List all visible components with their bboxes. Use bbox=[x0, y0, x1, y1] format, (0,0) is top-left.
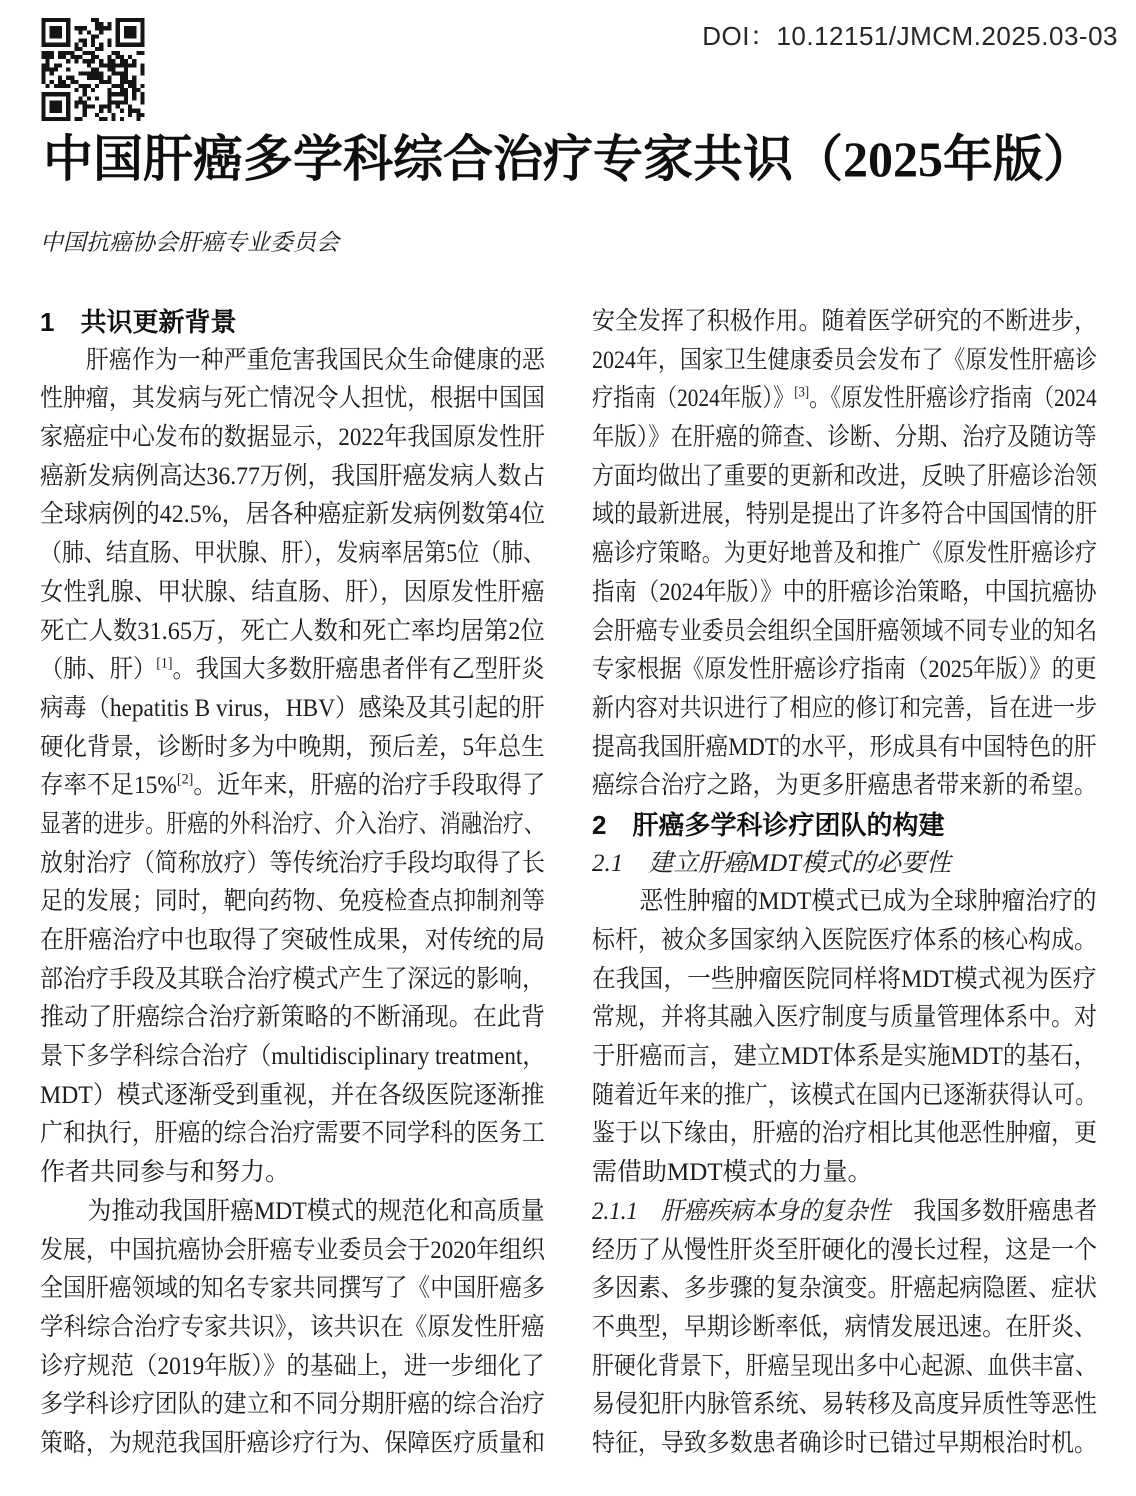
text-line bbox=[40, 729, 545, 768]
text-line bbox=[592, 999, 1098, 1038]
section-heading bbox=[592, 806, 1097, 845]
text-run: 随着近年来的推广，该模式在国内已逐渐获得认可。 bbox=[592, 1081, 1098, 1109]
text-line bbox=[40, 458, 546, 497]
text-run: 全国肝癌领域的知名专家共同撰写了《中国肝癌多 bbox=[40, 1275, 546, 1303]
text-line bbox=[592, 1309, 1098, 1348]
text-line bbox=[40, 651, 545, 690]
text-line bbox=[592, 1193, 1098, 1232]
text-run: 需借助MDT模式的力量。 bbox=[592, 1159, 873, 1187]
text-line bbox=[592, 380, 1097, 419]
text-run: 经历了从慢性肝炎至肝硬化的漫长过程，这是一个 bbox=[592, 1236, 1098, 1264]
text-line bbox=[40, 1232, 546, 1271]
text-run: 多因素、多步骤的复杂演变。肝癌起病隐匿、症状 bbox=[592, 1275, 1098, 1303]
text-run: 为推动我国肝癌MDT模式的规范化和高质量 bbox=[40, 1197, 545, 1225]
text-line bbox=[40, 613, 545, 652]
doi-text: DOI：10.12151/JMCM.2025.03-03 bbox=[702, 21, 1118, 51]
text-run: 性肿瘤，其发病与死亡情况令人担忧，根据中国国 bbox=[40, 385, 546, 413]
text-run: 方面均做出了重要的更新和改进，反映了肝癌诊治领 bbox=[592, 462, 1098, 490]
text-run: 标杆，被众多国家纳入医院医疗体系的核心构成。 bbox=[592, 927, 1098, 954]
text-run: 学科综合治疗专家共识》，该共识在《原发性肝癌 bbox=[40, 1313, 545, 1341]
text-line bbox=[592, 1232, 1098, 1271]
text-line bbox=[40, 806, 546, 845]
text-line bbox=[592, 651, 1097, 690]
text-line bbox=[40, 883, 546, 922]
reference-superscript: [2] bbox=[176, 771, 194, 788]
text-run: 死亡人数31.65万，死亡人数和死亡率均居第2位 bbox=[40, 617, 545, 645]
text-run: 于肝癌而言，建立MDT体系是实施MDT的基石， bbox=[592, 1043, 1098, 1071]
text-line bbox=[40, 342, 546, 381]
text-run: 癌诊疗策略。为更好地普及和推广《原发性肝癌诊疗 bbox=[592, 540, 1098, 568]
text-run: 2024年，国家卫生健康委员会发布了《原发性肝癌诊 bbox=[592, 346, 1098, 374]
text-run: 景下多学科综合治疗（multidisciplinary treatment， bbox=[40, 1043, 546, 1071]
text-run: 会肝癌专业委员会组织全国肝癌领域不同专业的知名 bbox=[592, 617, 1098, 645]
text-run: 诊疗规范（2019年版）》的基础上，进一步细化了 bbox=[40, 1352, 545, 1380]
text-run: 肝癌作为一种严重危害我国民众生命健康的恶 bbox=[40, 346, 546, 374]
text-line bbox=[40, 845, 546, 884]
text-line bbox=[592, 1270, 1098, 1309]
text-run: 提高我国肝癌MDT的水平，形成具有中国特色的肝 bbox=[592, 733, 1097, 761]
text-run: 肝硬化背景下，肝癌呈现出多中心起源、血供丰富、 bbox=[592, 1352, 1098, 1380]
text-line bbox=[592, 1038, 1098, 1077]
text-line bbox=[592, 883, 1097, 922]
qr-code-icon bbox=[40, 18, 146, 121]
text-line bbox=[592, 961, 1097, 1000]
text-line bbox=[40, 1038, 546, 1077]
text-line bbox=[592, 342, 1098, 381]
text-line bbox=[592, 1115, 1098, 1154]
text-line bbox=[40, 419, 546, 458]
text-run: 指南（2024年版）》中的肝癌诊治策略，中国抗癌协 bbox=[592, 578, 1097, 606]
text-line bbox=[592, 1386, 1098, 1425]
text-line bbox=[40, 1154, 545, 1193]
text-run: （肺、肝） bbox=[40, 656, 157, 684]
text-line bbox=[592, 690, 1098, 729]
text-line bbox=[40, 535, 546, 574]
text-run: 安全发挥了积极作用。随着医学研究的不断进步， bbox=[592, 308, 1098, 335]
text-run: 放射治疗（简称放疗）等传统治疗手段均取得了长 bbox=[40, 849, 546, 877]
text-run: MDT）模式逐渐受到重视，并在各级医院逐渐推 bbox=[40, 1081, 545, 1109]
text-run: 我国多数肝癌患者 bbox=[890, 1197, 1098, 1225]
text-run: 易侵犯肝内脉管系统、易转移及高度异质性等恶性 bbox=[592, 1391, 1098, 1419]
text-line bbox=[592, 1348, 1098, 1387]
text-run: 广和执行，肝癌的综合治疗需要不同学科的医务工 bbox=[40, 1120, 546, 1148]
text-run: 发展，中国抗癌协会肝癌专业委员会于2020年组织 bbox=[40, 1236, 546, 1264]
text-run: 常规，并将其融入医疗制度与质量管理体系中。对 bbox=[592, 1004, 1098, 1032]
text-line bbox=[40, 922, 546, 961]
text-run: 。近年来，肝癌的治疗手段取得了 bbox=[193, 772, 546, 800]
text-line bbox=[40, 1115, 546, 1154]
text-line bbox=[592, 496, 1098, 535]
text-run: 年版）》在肝癌的筛查、诊断、分期、治疗及随访等 bbox=[592, 424, 1097, 452]
text-line bbox=[40, 1193, 545, 1232]
text-line bbox=[40, 1348, 545, 1387]
reference-superscript: [1] bbox=[156, 655, 173, 672]
text-run: 恶性肿瘤的MDT模式已成为全球肿瘤治疗的 bbox=[592, 888, 1097, 916]
text-line bbox=[592, 419, 1097, 458]
text-line bbox=[40, 767, 546, 806]
text-run: 鉴于以下缘由，肝癌的治疗相比其他恶性肿瘤，更 bbox=[592, 1120, 1098, 1148]
text-line bbox=[592, 1154, 1097, 1193]
text-line bbox=[40, 496, 546, 535]
text-run: 癌新发病例高达36.77万例，我国肝癌发病人数占 bbox=[40, 462, 546, 490]
text-line bbox=[40, 1425, 546, 1464]
text-run: 存率不足15% bbox=[40, 772, 177, 800]
text-line bbox=[592, 1077, 1098, 1116]
reference-superscript: [3] bbox=[794, 385, 810, 402]
text-run: （肺、结直肠、甲状腺、肝），发病率居第5位（肺、 bbox=[40, 540, 546, 568]
text-line bbox=[592, 767, 1098, 806]
text-run: 部治疗手段及其联合治疗模式产生了深远的影响， bbox=[40, 965, 546, 993]
text-run: 癌综合治疗之路，为更多肝癌患者带来新的希望。 bbox=[592, 772, 1098, 800]
text-line bbox=[40, 1077, 545, 1116]
text-line bbox=[592, 303, 1098, 342]
text-run: 。《原发性肝癌诊疗指南（2024 bbox=[809, 385, 1097, 413]
text-run: 家癌症中心发布的数据显示，2022年我国原发性肝 bbox=[40, 424, 546, 452]
text-run: 域的最新进展，特别是提出了许多符合中国国情的肝 bbox=[592, 501, 1098, 529]
text-run: 2 肝癌多学科诊疗团队的构建 bbox=[592, 809, 945, 840]
text-run: 多学科诊疗团队的建立和不同分期肝癌的综合治疗 bbox=[40, 1391, 546, 1419]
text-line bbox=[40, 380, 546, 419]
text-run: 在肝癌治疗中也取得了突破性成果，对传统的局 bbox=[40, 927, 546, 954]
text-run: 疗指南（2024年版）》 bbox=[592, 385, 795, 413]
text-run: 2.1 建立肝癌MDT模式的必要性 bbox=[592, 849, 952, 877]
text-run: 专家根据《原发性肝癌诊疗指南（2025年版）》的更 bbox=[592, 656, 1097, 684]
text-line bbox=[40, 690, 545, 729]
text-line bbox=[592, 613, 1098, 652]
text-line bbox=[592, 574, 1097, 613]
text-line bbox=[40, 1309, 545, 1348]
text-run: 策略，为规范我国肝癌诊疗行为、保障医疗质量和 bbox=[40, 1429, 546, 1457]
text-line bbox=[40, 961, 546, 1000]
text-line bbox=[40, 1386, 546, 1425]
text-run: 作者共同参与和努力。 bbox=[40, 1159, 291, 1187]
text-line bbox=[592, 535, 1098, 574]
right-text-column bbox=[592, 303, 1097, 1464]
text-line bbox=[592, 1425, 1098, 1464]
left-text-column bbox=[40, 303, 545, 1464]
text-line bbox=[592, 729, 1097, 768]
text-run: 女性乳腺、甲状腺、结直肠、肝），因原发性肝癌 bbox=[40, 578, 545, 606]
text-run: 硬化背景，诊断时多为中晚期，预后差，5年总生 bbox=[40, 733, 545, 761]
text-line bbox=[592, 458, 1098, 497]
text-line bbox=[40, 574, 545, 613]
text-run: 不典型，早期诊断率低，病情发展迅速。在肝炎、 bbox=[592, 1313, 1098, 1341]
article-title: 中国肝癌多学科综合治疗专家共识（2025年版） bbox=[43, 131, 1093, 187]
text-run: 推动了肝癌综合治疗新策略的不断涌现。在此背 bbox=[40, 1004, 546, 1032]
text-line bbox=[40, 999, 546, 1038]
subsection-heading-run: 2.1.1 肝癌疾病本身的复杂性 bbox=[592, 1197, 891, 1225]
text-run: 在我国，一些肿瘤医院同样将MDT模式视为医疗 bbox=[592, 965, 1097, 993]
text-run: 1 共识更新背景 bbox=[40, 307, 237, 337]
text-run: 全球病例的42.5%，居各种癌症新发病例数第4位 bbox=[40, 501, 546, 529]
author-affiliation: 中国抗癌协会肝癌专业委员会 bbox=[40, 230, 339, 255]
text-run: 病毒（hepatitis B virus，HBV）感染及其引起的肝 bbox=[40, 694, 545, 722]
text-line bbox=[40, 1270, 546, 1309]
subsection-heading bbox=[592, 845, 1097, 884]
text-run: 显著的进步。肝癌的外科治疗、介入治疗、消融治疗、 bbox=[40, 810, 546, 838]
section-heading bbox=[40, 303, 545, 342]
text-run: 足的发展；同时，靶向药物、免疫检查点抑制剂等 bbox=[40, 888, 546, 916]
text-run: 。我国大多数肝癌患者伴有乙型肝炎 bbox=[172, 656, 545, 684]
text-run: 特征，导致多数患者确诊时已错过早期根治时机。 bbox=[592, 1429, 1098, 1457]
text-run: 新内容对共识进行了相应的修订和完善，旨在进一步 bbox=[592, 694, 1098, 722]
text-line bbox=[592, 922, 1098, 961]
